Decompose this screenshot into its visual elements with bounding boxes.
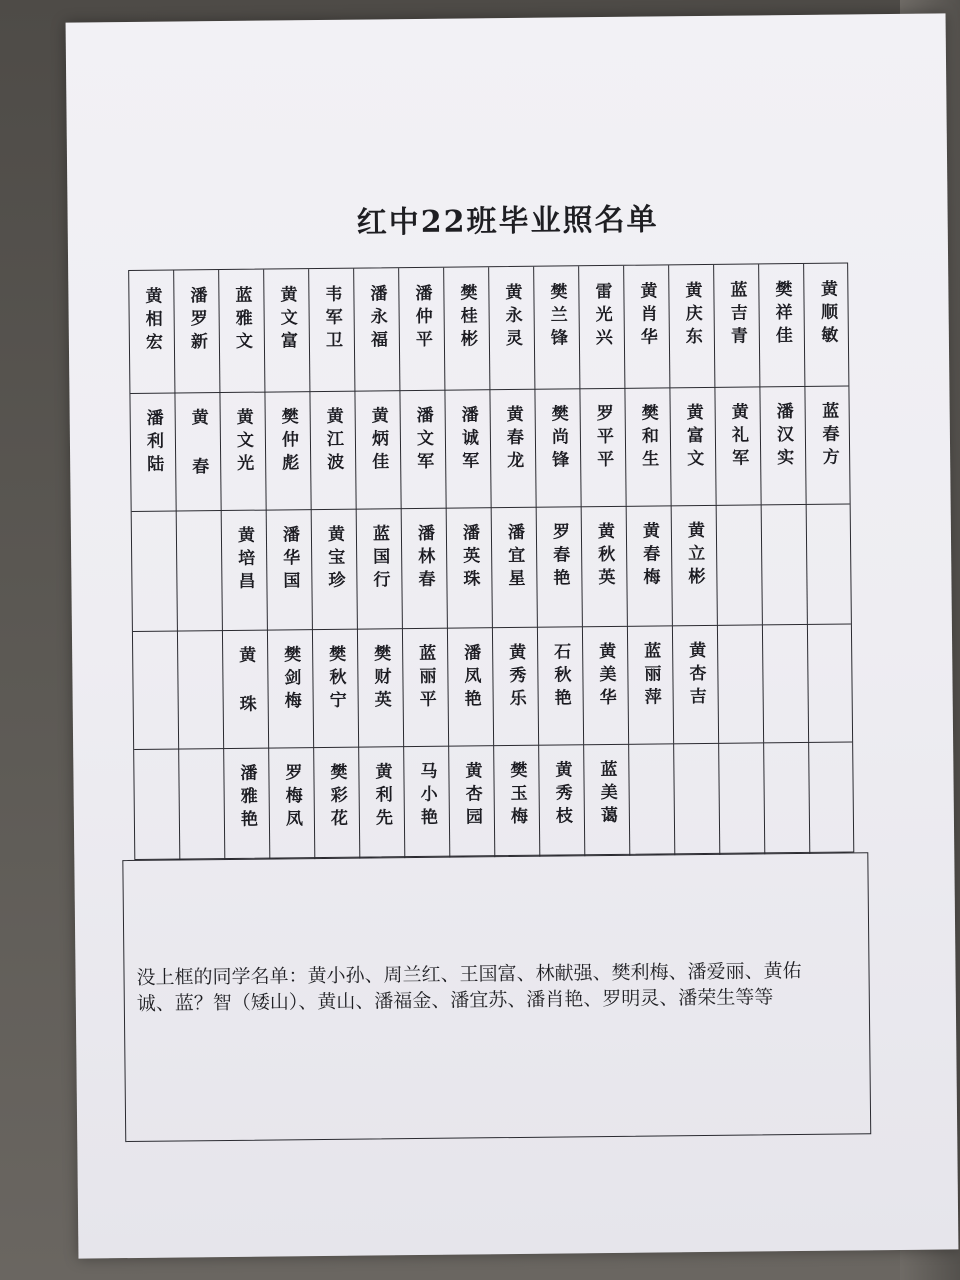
name-cell — [129, 271, 175, 393]
name-cell — [672, 505, 718, 625]
student-name: 樊桂彬 — [456, 283, 478, 353]
table-row — [132, 503, 851, 632]
name-cell — [579, 266, 625, 388]
student-name: 黄秋英 — [593, 521, 615, 592]
name-cell — [538, 626, 584, 744]
student-name: 潘永福 — [366, 284, 388, 354]
name-cell — [669, 265, 715, 387]
name-cell — [805, 385, 851, 503]
name-cell — [759, 264, 805, 386]
student-name: 樊财英 — [370, 644, 391, 714]
name-cell — [535, 388, 581, 506]
student-name: 潘文军 — [412, 405, 434, 476]
name-table — [128, 262, 854, 860]
name-cell — [807, 503, 853, 623]
student-name — [785, 640, 786, 742]
student-name — [200, 646, 201, 748]
student-name: 黄 珠 — [235, 645, 256, 718]
student-name: 石秋艳 — [550, 642, 571, 712]
student-name: 潘英珠 — [458, 523, 480, 593]
name-cell — [404, 746, 450, 858]
student-name: 黄利先 — [371, 762, 393, 832]
student-name: 黄春龙 — [502, 404, 524, 475]
student-name: 黄江波 — [322, 406, 344, 476]
name-cell — [354, 268, 400, 390]
name-cell — [674, 743, 720, 855]
name-cell — [808, 623, 854, 741]
absent-box — [122, 852, 871, 1142]
name-cell — [537, 506, 583, 626]
document-title: 红中22班毕业照名单 — [356, 202, 659, 241]
student-name: 蓝雅文 — [231, 285, 253, 355]
student-name: 樊剑梅 — [280, 645, 301, 715]
name-cell — [399, 268, 445, 390]
student-name: 黄杏吉 — [685, 640, 706, 711]
student-name: 黄礼军 — [727, 402, 749, 472]
student-name — [829, 520, 830, 624]
name-cell — [670, 387, 716, 505]
name-cell — [580, 388, 626, 506]
name-cell — [175, 392, 221, 510]
student-name: 黄永灵 — [501, 282, 523, 353]
student-name: 樊兰锋 — [546, 282, 568, 352]
name-cell — [444, 267, 490, 389]
name-cell — [448, 627, 494, 745]
student-name: 樊彩花 — [326, 762, 348, 832]
student-name: 罗平平 — [592, 403, 614, 474]
name-cell — [804, 263, 850, 385]
student-name — [201, 764, 202, 860]
name-cell — [534, 266, 580, 388]
name-cell — [222, 510, 268, 630]
student-name: 黄相宏 — [141, 286, 163, 356]
table-row — [134, 741, 853, 861]
name-cell — [223, 630, 269, 748]
name-cell — [265, 391, 311, 509]
name-cell — [355, 390, 401, 508]
name-cell — [447, 507, 493, 627]
student-name — [739, 521, 740, 625]
name-cell — [760, 386, 806, 504]
student-name: 黄宝珍 — [323, 524, 345, 594]
student-name: 潘林春 — [413, 523, 435, 594]
student-name — [696, 759, 697, 855]
student-name: 蓝美蔼 — [596, 759, 618, 830]
student-name — [199, 526, 200, 630]
name-cell — [719, 742, 765, 854]
name-cell — [358, 628, 404, 746]
name-cell — [219, 270, 265, 392]
name-cell — [629, 743, 675, 855]
student-name: 潘罗新 — [186, 286, 208, 356]
name-cell — [132, 511, 178, 631]
student-name: 黄文富 — [276, 285, 298, 355]
student-name: 韦军卫 — [321, 284, 343, 354]
name-cell — [134, 748, 180, 860]
student-name — [651, 760, 652, 856]
student-name: 潘利陆 — [142, 408, 164, 478]
name-cell — [494, 745, 540, 857]
name-cell — [583, 626, 629, 744]
name-cell — [264, 269, 310, 391]
name-cell — [584, 744, 630, 856]
name-cell — [357, 508, 403, 628]
name-cell — [490, 389, 536, 507]
student-name: 黄庆东 — [681, 280, 703, 351]
student-name: 黄肖华 — [636, 281, 658, 351]
table-row — [133, 623, 852, 750]
name-cell — [174, 270, 220, 392]
table-row — [130, 385, 849, 512]
name-cell — [359, 746, 405, 858]
student-name: 黄秀枝 — [551, 760, 573, 830]
student-name: 樊祥佳 — [771, 280, 793, 350]
student-name: 黄 春 — [187, 408, 209, 481]
name-cell — [492, 507, 538, 627]
paper-sheet — [66, 13, 959, 1258]
table-row — [129, 263, 848, 394]
student-name: 黄炳佳 — [367, 406, 389, 476]
student-name: 黄杏园 — [461, 761, 483, 831]
student-name — [741, 759, 742, 855]
student-name — [156, 765, 157, 861]
name-cell — [268, 629, 314, 747]
name-cell — [449, 745, 495, 857]
name-cell — [403, 628, 449, 746]
student-name: 蓝丽平 — [415, 643, 436, 714]
student-name: 樊仲彪 — [277, 407, 299, 477]
student-name: 雷光兴 — [591, 281, 613, 352]
name-cell — [715, 386, 761, 504]
student-name: 樊秋宁 — [325, 644, 346, 714]
name-cell — [717, 504, 763, 624]
name-cell — [130, 393, 176, 511]
student-name — [831, 640, 832, 742]
student-name: 黄顺敏 — [816, 279, 838, 349]
name-cell — [624, 265, 670, 387]
name-cell — [762, 504, 808, 624]
name-cell — [314, 747, 360, 859]
student-name: 樊和生 — [637, 403, 659, 473]
name-cell — [177, 510, 223, 630]
absent-note: 没上框的同学名单：黄小孙、周兰红、王国富、林献强、樊利梅、潘爱丽、黄佑诚、蓝？智（矮山）、黄山、潘福金、潘宜苏、潘肖艳、罗明灵、潘荣生等等 — [136, 959, 802, 1015]
student-name — [155, 647, 156, 749]
student-name — [740, 641, 741, 743]
name-cell — [267, 509, 313, 629]
student-name: 潘汉实 — [772, 402, 794, 472]
student-name: 潘诚军 — [457, 405, 479, 475]
student-name: 黄文光 — [232, 407, 254, 477]
name-cell — [445, 389, 491, 507]
name-cell — [763, 624, 809, 742]
name-cell — [809, 741, 855, 853]
name-cell — [178, 630, 224, 748]
name-cell — [402, 508, 448, 628]
student-name: 黄美华 — [595, 641, 616, 712]
student-name: 罗梅凤 — [281, 763, 303, 833]
name-cell — [489, 267, 535, 389]
student-name — [832, 758, 833, 854]
student-name: 潘仲平 — [411, 283, 433, 354]
student-name — [784, 520, 785, 624]
name-cell — [625, 387, 671, 505]
student-name: 马小艳 — [416, 761, 438, 832]
student-name: 黄春梅 — [638, 521, 660, 591]
name-cell — [628, 625, 674, 743]
student-name: 潘宜星 — [503, 522, 525, 593]
name-cell — [312, 509, 358, 629]
name-cell — [400, 390, 446, 508]
name-cell — [224, 748, 270, 860]
name-cell — [673, 625, 719, 743]
name-cell — [493, 627, 539, 745]
student-name: 樊玉梅 — [506, 760, 528, 831]
student-name — [786, 758, 787, 854]
student-name: 潘凤艳 — [460, 643, 481, 713]
student-name: 黄富文 — [682, 402, 704, 473]
student-name: 罗春艳 — [548, 522, 570, 592]
student-name: 黄秀乐 — [505, 642, 526, 713]
student-name: 蓝吉青 — [726, 280, 748, 350]
student-name: 蓝丽萍 — [640, 641, 661, 711]
name-cell — [582, 506, 628, 626]
student-name: 黄立彬 — [683, 520, 705, 591]
name-cell — [764, 742, 810, 854]
name-cell — [133, 630, 179, 748]
name-cell — [539, 744, 585, 856]
name-cell — [269, 747, 315, 859]
student-name: 潘华国 — [278, 525, 300, 595]
student-name: 蓝国行 — [368, 524, 390, 594]
name-cell — [309, 269, 355, 391]
name-cell — [627, 505, 673, 625]
name-cell — [313, 629, 359, 747]
student-name: 黄培昌 — [233, 525, 255, 595]
name-cell — [718, 624, 764, 742]
student-name: 潘雅艳 — [236, 763, 258, 833]
name-cell — [310, 391, 356, 509]
student-name — [154, 527, 155, 631]
name-cell — [179, 748, 225, 860]
student-name: 蓝春方 — [818, 401, 839, 471]
name-cell — [714, 264, 760, 386]
student-name: 樊尚锋 — [547, 404, 569, 474]
name-cell — [220, 392, 266, 510]
